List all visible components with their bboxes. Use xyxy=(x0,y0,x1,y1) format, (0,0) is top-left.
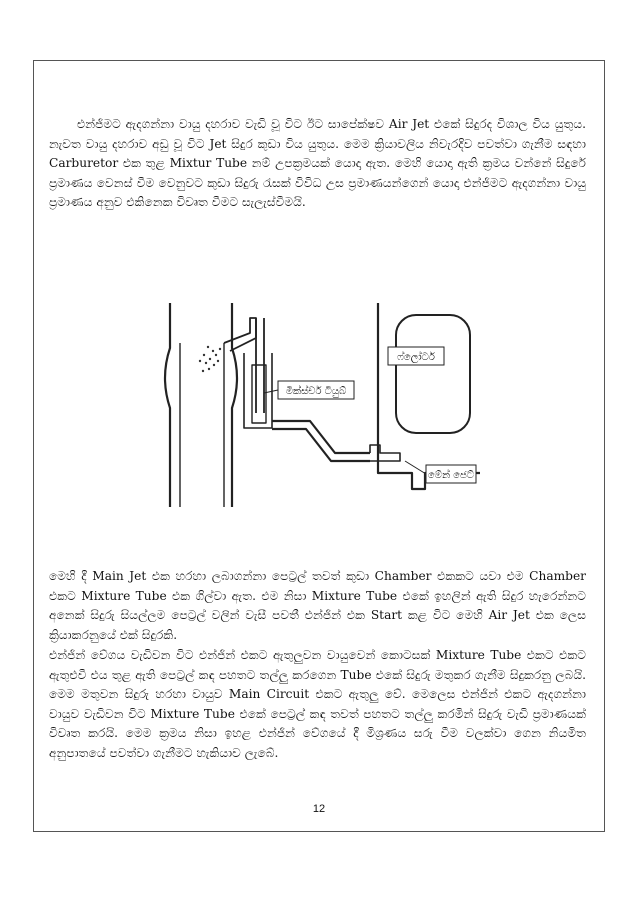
intro-paragraph: එන්ජිමට ඇදගන්නා වායු දහරාව වැඩි වූ විට ඊට සාපේක්ෂව Air Jet එකේ සිදුරද විශාල විය යුතුය. නැවත වායු දහරාව අඩු වූ විට Jet සිදුර කුඩා විය යුතුය. මෙම ක්‍රියාවලිය නිවැරදිව පවත්වා ගැනීම සඳහා Carburetor එක තුළ Mixtur Tube නම් උපක්‍රමයක් යොදා ඇත. මෙහි යොදා ඇති ක්‍රමය වන්නේ සිදුරේ ප්‍රමාණය වෙනස් වීම වෙනුවට කුඩා සිදුරු රැසක් විවිධ උස ප්‍රමාණයන්ගෙන් යොදා එන්ජිමට ඇදගන්නා වායු ප්‍රමාණය අනුව එකිනෙක විවෘත වීමට සැලැස්වීමයි. xyxy=(49,117,586,210)
main-jet-label: මේන් ජෙට් xyxy=(427,470,475,481)
main-jet-paragraph: මෙහි දී Main Jet එක හරහා ලබාගන්නා පෙට්‍රල් තවත් කුඩා Chamber එකකට යවා එම Chamber එකට Mixture Tube එක ගිල්වා ඇත. එම නිසා Mixture Tube එකේ ඉහලින් ඇති සිදුර හැරෙන්නට අනෙක් සිදුරු සියල්ලම පෙට්‍රල් වලින් වැසී පවතී එන්ජින් එක Start කළ විට මෙහි Air Jet එක ලෙස ක්‍රියාකරනුයේ එක් සිදුරකි. xyxy=(49,569,586,642)
page-number: 12 xyxy=(312,803,326,815)
float-label: ෆ්ලෝටර් xyxy=(397,352,435,363)
carburetor-mixture-tube-diagram xyxy=(160,303,480,507)
engine-speed-paragraph: එන්ජින් වේගය වැඩිවන විට එන්ජින් එකට ඇතුලුවන වායුවෙන් කොටසක් Mixture Tube එකට එකට ඇතුළුවී එය තුළ ඇති පෙට්‍රල් කඳ පහතට තල්ලු කරගෙන Tube එකේ සිදුරු මතුකර ගැනීම සිදුකරනු ලබයි. මෙම මතුවන සිදුරු හරහා වායුව Main Circuit එකට ඇතුලු වේ. මෙලෙස එන්ජින් එකට ඇදගන්නා වායුව වැඩිවන විට Mixture Tube එකේ පෙට්‍රල් කඳ තවත් පහතට තල්ලු කරමින් සිදුරු වැඩි ප්‍රමාණයක් විවෘත කරයි. මෙම ක්‍රමය නිසා ඉහළ එන්ජින් වේගයේ දී මිශ්‍රණය සරු වීම වලක්වා ගෙන නියමිත අනුපාතයේ පවත්වා ගැනීමට හැකියාව ලැබේ. xyxy=(49,648,586,760)
mixture-tube-label: මික්ස්චර් ටියුබ් xyxy=(285,386,347,397)
